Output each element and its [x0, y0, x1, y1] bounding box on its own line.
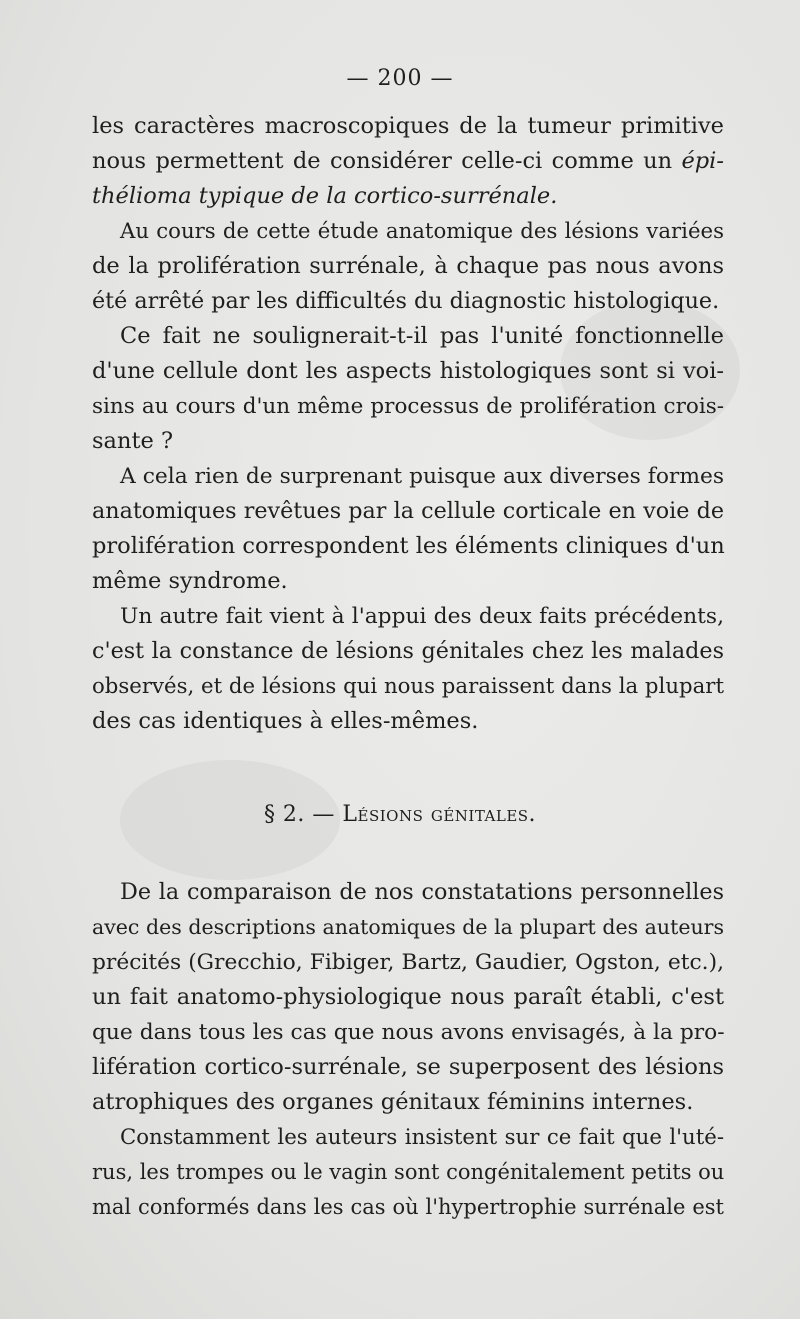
text-line: Un autre fait vient à l'appui des deux faits précédents,: [120, 604, 724, 629]
text-line: précités (Grecchio, Fibiger, Bartz, Gaudier, Ogston, etc.),: [92, 950, 724, 975]
text-line: prolifération correspondent les éléments cliniques d'un: [92, 533, 725, 559]
text-line: mal conformés dans les cas où l'hypertrophie surrénale est: [92, 1195, 724, 1219]
text-block-bottom: [92, 875, 724, 1225]
text-line: même syndrome.: [92, 568, 288, 594]
text-line: A cela rien de surprenant puisque aux diverses formes: [120, 464, 724, 489]
text-line: De la comparaison de nos constatations personnelles: [120, 879, 724, 905]
section-number: § 2. —: [263, 802, 343, 827]
text-line: sante ?: [92, 428, 174, 454]
text-line: que dans tous les cas que nous avons envisagés, à la pro-: [92, 1020, 725, 1045]
text-line: les caractères macroscopiques de la tumeur primitive: [92, 113, 724, 139]
text-line: lifération cortico-surrénale, se superposent des lésions: [92, 1054, 724, 1080]
text-block-top: [92, 109, 724, 739]
text-line: d'une cellule dont les aspects histologiques sont si voi-: [92, 358, 724, 384]
text-line: anatomiques revêtues par la cellule corticale en voie de: [92, 498, 724, 524]
section-heading: [0, 802, 800, 827]
text-line: atrophiques des organes génitaux féminins internes.: [92, 1089, 694, 1115]
text-line: des cas identiques à elles-mêmes.: [92, 708, 479, 734]
text-line: c'est la constance de lésions génitales chez les malades: [92, 638, 724, 664]
text-line: Au cours de cette étude anatomique des lésions variées: [120, 219, 724, 244]
text-line-italic: thélioma typique de la cortico-surrénale.: [92, 183, 558, 209]
text-line: rus, les trompes ou le vagin sont congénitalement petits ou: [92, 1160, 725, 1184]
text-line: nous permettent de considérer celle-ci comme un épi-: [92, 148, 724, 174]
text-line: Ce fait ne soulignerait-t-il pas l'unité fonctionnelle: [120, 323, 724, 349]
text-line: avec des descriptions anatomiques de la plupart des auteurs: [92, 915, 724, 939]
text-line: Constamment les auteurs insistent sur ce fait que l'uté-: [120, 1125, 724, 1150]
page-number: — 200 —: [346, 66, 454, 91]
section-title: Lésions génitales.: [342, 802, 537, 827]
text-line: été arrêté par les difficultés du diagnostic histologique.: [92, 288, 720, 314]
text-line: un fait anatomo-physiologique nous paraît établi, c'est: [92, 984, 724, 1010]
text-line: sins au cours d'un même processus de prolifération crois-: [92, 394, 724, 419]
text-line: de la prolifération surrénale, à chaque pas nous avons: [92, 253, 724, 279]
text-line: observés, et de lésions qui nous paraissent dans la plupart: [92, 674, 724, 699]
